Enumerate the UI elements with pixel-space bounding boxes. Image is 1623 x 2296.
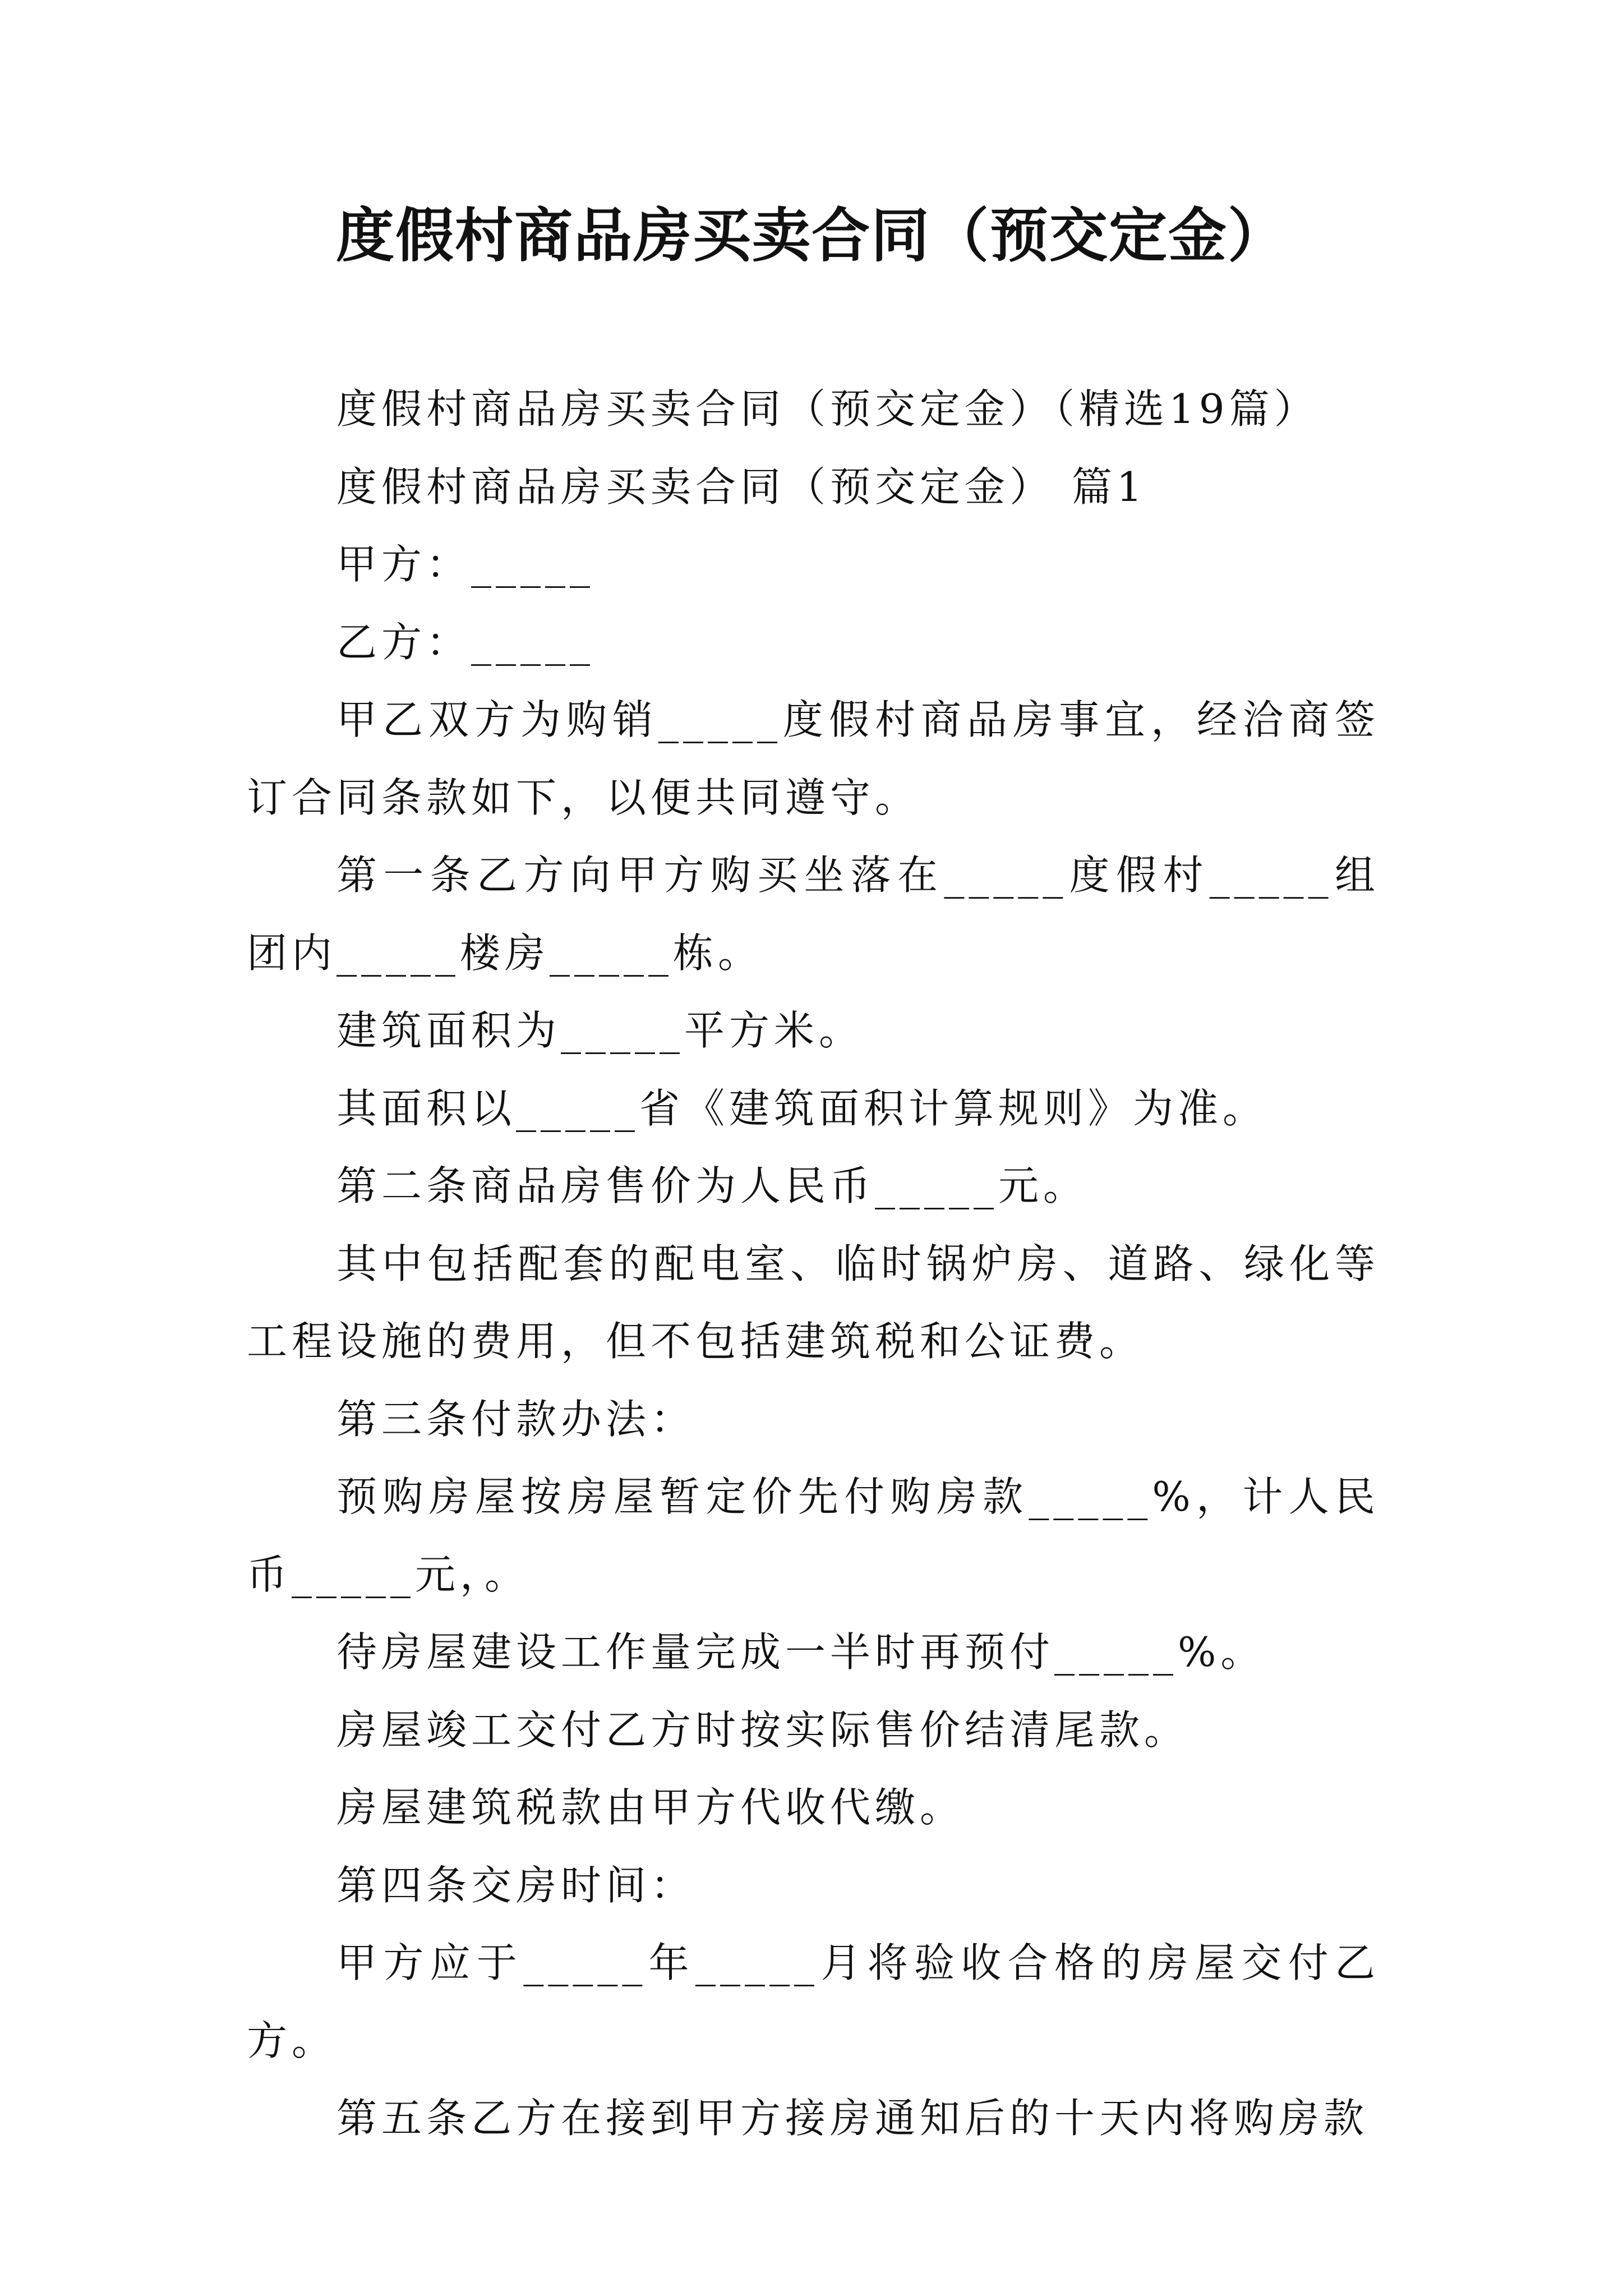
paragraph-clause-3: 第三条付款办法：	[336, 1395, 696, 1443]
paragraph-area-rules: 其面积以_____省《建筑面积计算规则》为准。	[336, 1084, 1268, 1132]
paragraph-delivery-date: 甲方应于_____年_____月将验收合格的房屋交付乙方。	[247, 1939, 1380, 2064]
paragraph-clause-5: 第五条乙方在接到甲方接房通知后的十天内将购房款	[336, 2095, 1369, 2142]
document-body	[247, 370, 1380, 2157]
paragraph-price-includes: 其中包括配套的配电室、临时锅炉房、道路、绿化等工程设施的费用，但不包括建筑税和公证费。	[247, 1240, 1380, 1365]
paragraph-second-payment: 待房屋建设工作量完成一半时再预付_____%。	[336, 1628, 1266, 1676]
paragraph-party-b: 乙方：_____	[336, 618, 595, 666]
paragraph-prepayment: 预购房屋按房屋暂定价先付购房款_____%，计人民币_____元，。	[247, 1473, 1380, 1598]
paragraph-collection-heading: 度假村商品房买卖合同（预交定金）（精选19篇）	[336, 385, 1319, 432]
paragraph-tax: 房屋建筑税款由甲方代收代缴。	[336, 1784, 965, 1831]
paragraph-final-payment: 房屋竣工交付乙方时按实际售价结清尾款。	[336, 1706, 1189, 1754]
paragraph-clause-4: 第四条交房时间：	[336, 1861, 696, 1909]
paragraph-preamble: 甲乙双方为购销_____度假村商品房事宜，经洽商签订合同条款如下，以便共同遵守。	[247, 696, 1380, 821]
paragraph-building-area: 建筑面积为_____平方米。	[336, 1007, 864, 1054]
document-title: 度假村商品房买卖合同（预交定金）	[335, 201, 1287, 270]
paragraph-article-heading: 度假村商品房买卖合同（预交定金） 篇1	[336, 463, 1147, 510]
paragraph-clause-1: 第一条乙方向甲方购买坐落在_____度假村_____组团内_____楼房_____栋。	[247, 852, 1380, 977]
paragraph-clause-2: 第二条商品房售价为人民币_____元。	[336, 1162, 1089, 1209]
paragraph-party-a: 甲方：_____	[336, 541, 595, 588]
